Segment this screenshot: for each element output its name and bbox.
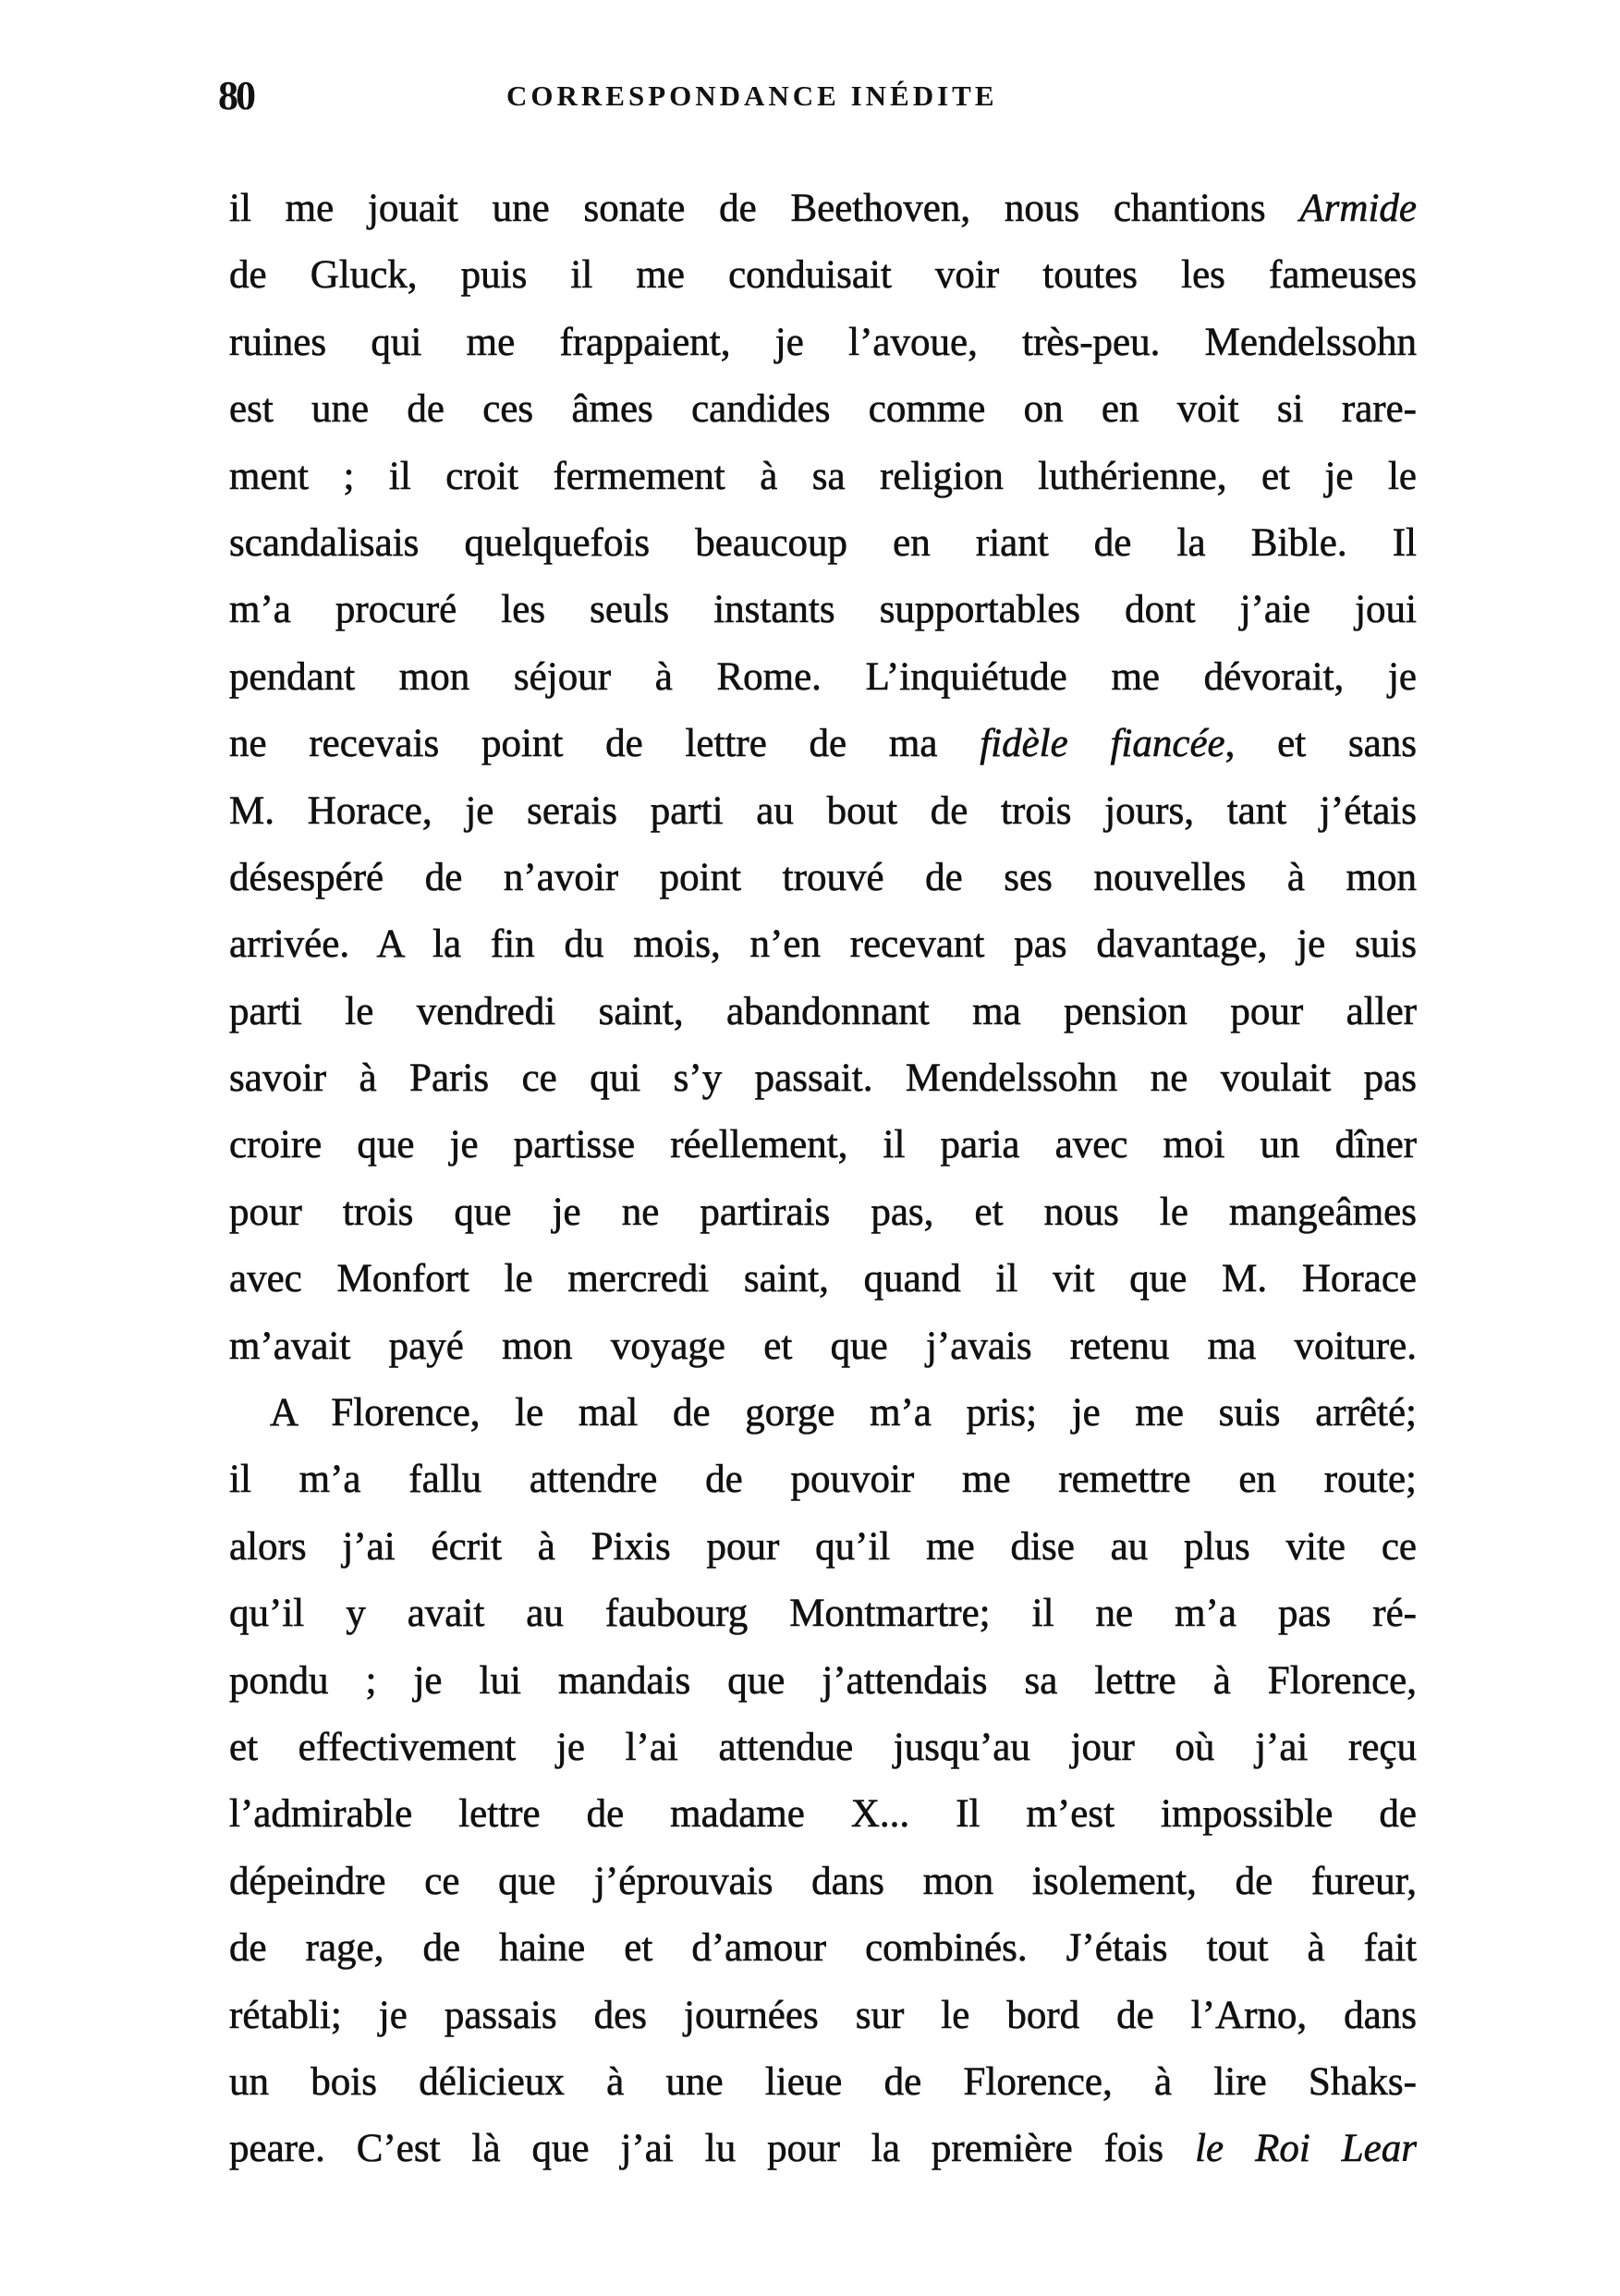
text-line — [229, 1983, 1417, 2049]
body-text — [229, 176, 1417, 2183]
text-span: pondu ; je lui mandais que j’attendais sa lettre à Florence, — [229, 1658, 1417, 1703]
text-line — [229, 310, 1417, 376]
text-span: rétabli; je passais des journées sur le bord de l’Arno, dans — [229, 1993, 1417, 2037]
text-line — [229, 1648, 1417, 1715]
text-line — [229, 510, 1417, 577]
text-span: ment ; il croit fermement à sa religion luthérienne, et je le — [229, 454, 1417, 498]
text-line — [229, 1915, 1417, 1982]
text-span: désespéré de n’avoir point trouvé de ses nouvelles à mon — [229, 855, 1417, 899]
text-span: ne recevais point de lettre de ma — [229, 722, 981, 766]
text-line — [229, 2049, 1417, 2116]
text-line — [229, 644, 1417, 711]
text-line — [229, 845, 1417, 911]
text-line — [229, 1849, 1417, 1915]
text-span: de Gluck, puis il me conduisait voir toutes les fameuses — [229, 253, 1417, 298]
text-line — [229, 1447, 1417, 1513]
text-line — [229, 1179, 1417, 1246]
text-span: croire que je partisse réellement, il paria avec moi un dîner — [229, 1123, 1417, 1167]
text-line — [229, 711, 1417, 777]
text-span: pour trois que je ne partirais pas, et nous le mangeâmes — [229, 1190, 1417, 1234]
text-span: arrivée. A la fin du mois, n’en recevant pas davantage, je suis — [229, 922, 1417, 967]
text-span: savoir à Paris ce qui s’y passait. Mendelssohn ne voulait pas — [229, 1056, 1417, 1101]
text-span: il me jouait une sonate de Beethoven, nous chantions — [229, 187, 1300, 230]
text-span: et effectivement je l’ai attendue jusqu’au jour où j’ai reçu — [229, 1725, 1417, 1769]
text-line — [229, 176, 1417, 242]
text-span: parti le vendredi saint, abandonnant ma pension pour aller — [229, 989, 1417, 1033]
italic-text: le Roi Lear — [1195, 2127, 1417, 2171]
text-line — [229, 1313, 1417, 1380]
text-line — [229, 376, 1417, 443]
page-number: 80 — [218, 73, 253, 118]
text-line — [229, 1380, 1417, 1447]
text-line — [229, 444, 1417, 510]
text-line — [229, 778, 1417, 845]
text-line — [229, 1781, 1417, 1848]
text-span: scandalisais quelquefois beaucoup en riant de la Bible. Il — [229, 520, 1417, 565]
italic-text: Armide — [1299, 187, 1417, 230]
text-line — [229, 2116, 1417, 2182]
text-line — [229, 1112, 1417, 1179]
italic-text: fidèle fiancée — [980, 722, 1225, 766]
text-line — [229, 979, 1417, 1045]
text-line — [229, 1045, 1417, 1112]
text-span: m’avait payé mon voyage et que j’avais retenu ma voiture. — [229, 1324, 1417, 1368]
text-line — [229, 911, 1417, 978]
text-span: pendant mon séjour à Rome. L’inquiétude me dévorait, je — [229, 654, 1417, 699]
text-span: qu’il y avait au faubourg Montmartre; il ne m’a pas ré- — [229, 1592, 1417, 1636]
text-line — [229, 242, 1417, 309]
text-span: ruines qui me frappaient, je l’avoue, très-peu. Mendelssohn — [229, 320, 1417, 364]
text-line — [229, 1246, 1417, 1313]
text-span: peare. C’est là que j’ai lu pour la première fois — [229, 2127, 1196, 2171]
text-span: de rage, de haine et d’amour combinés. J’étais tout à fait — [229, 1926, 1417, 1971]
text-span: alors j’ai écrit à Pixis pour qu’il me dise au plus vite ce — [229, 1524, 1417, 1569]
text-span: M. Horace, je serais parti au bout de trois jours, tant j’étais — [229, 788, 1417, 833]
text-span: dépeindre ce que j’éprouvais dans mon isolement, de fureur, — [229, 1859, 1417, 1903]
text-span: m’a procuré les seuls instants supportables dont j’aie joui — [229, 588, 1417, 632]
text-span: , et sans — [1224, 722, 1418, 766]
text-line — [229, 1514, 1417, 1581]
text-line — [229, 1715, 1417, 1781]
text-line — [229, 1581, 1417, 1647]
text-line — [229, 577, 1417, 643]
text-span: il m’a fallu attendre de pouvoir me remettre en route; — [229, 1458, 1417, 1502]
text-span: est une de ces âmes candides comme on en voit si rare- — [229, 387, 1417, 432]
text-span: A Florence, le mal de gorge m’a pris; je me suis arrêté; — [270, 1391, 1417, 1435]
running-title: CORRESPONDANCE INÉDITE — [506, 79, 998, 112]
text-span: avec Monfort le mercredi saint, quand il vit que M. Horace — [229, 1257, 1417, 1301]
text-span: l’admirable lettre de madame X... Il m’est impossible de — [229, 1792, 1417, 1837]
page-header — [218, 72, 1410, 118]
text-span: un bois délicieux à une lieue de Florence, à lire Shaks- — [229, 2059, 1417, 2104]
